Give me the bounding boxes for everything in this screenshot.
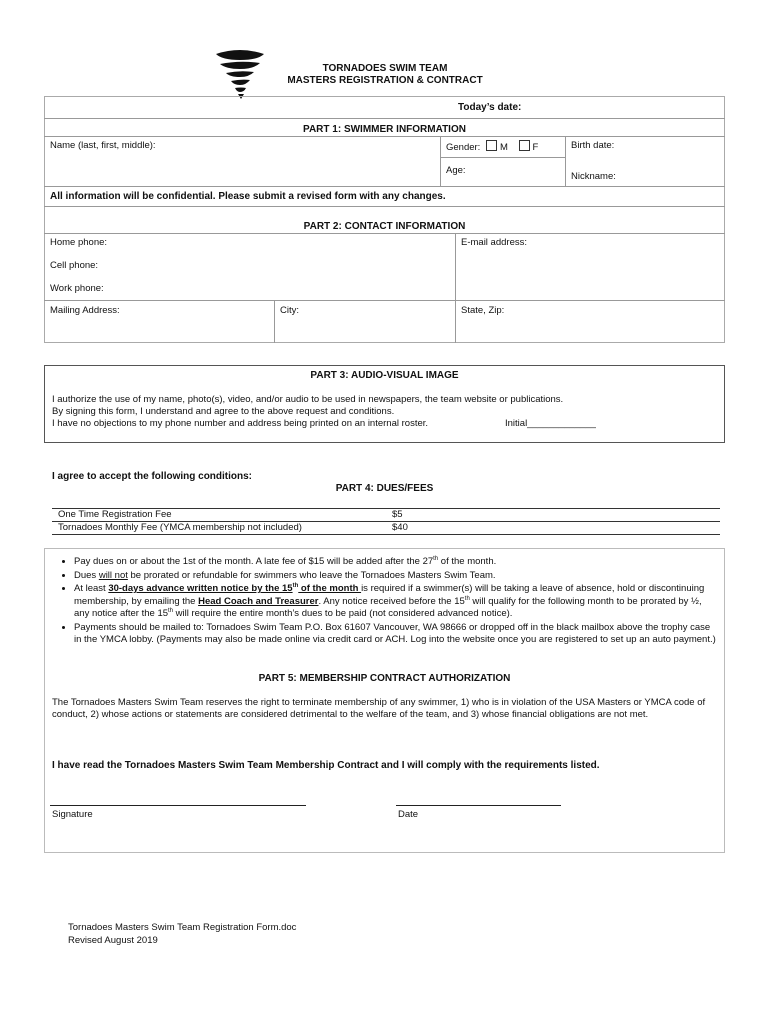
signature-field[interactable]: Signature bbox=[52, 809, 93, 820]
form-subtitle: MASTERS REGISTRATION & CONTRACT bbox=[287, 75, 483, 86]
conditions-list bbox=[44, 556, 716, 648]
date-field[interactable]: Date bbox=[398, 809, 419, 820]
age-field[interactable]: Age: bbox=[446, 165, 466, 176]
todays-date-label[interactable]: Today’s date: bbox=[458, 102, 522, 113]
footer-revised: Revised August 2019 bbox=[68, 935, 158, 946]
list-item: • Payments should be mailed to: Tornadoes Swim Team P.O. Box 61607 Vancouver, WA 98666 or dropped off in the black mailbox above the trophy case in the YMCA lobby. (Payments may also be made online via credit card or ACH. Log into the website once you are registered to set up an auto payment.) bbox=[74, 622, 716, 647]
gender-m-label: M bbox=[499, 142, 508, 153]
fee-label: One Time Registration Fee bbox=[58, 509, 172, 520]
gender-label: Gender: bbox=[446, 142, 481, 153]
form-title: TORNADOES SWIM TEAM bbox=[322, 63, 448, 74]
part5-heading: PART 5: MEMBERSHIP CONTRACT AUTHORIZATION bbox=[258, 673, 511, 684]
gender-field[interactable] bbox=[446, 140, 538, 154]
initial-field[interactable]: Initial_____________ bbox=[505, 418, 596, 429]
fee-amount: $5 bbox=[392, 509, 403, 520]
agree-line: By signing this form, I understand and agree to the above request and conditions. bbox=[52, 406, 395, 417]
tornado-icon bbox=[214, 48, 266, 100]
list-item: • Pay dues on or about the 1st of the month. A late fee of $15 will be added after the 27th of the month. bbox=[74, 556, 716, 569]
fee-label: Tornadoes Monthly Fee (YMCA membership not included) bbox=[58, 522, 302, 533]
part2-heading: PART 2: CONTACT INFORMATION bbox=[303, 221, 466, 232]
list-item: • Dues will not be prorated or refundable for swimmers who leave the Tornadoes Masters Swim Team. bbox=[74, 570, 716, 583]
roster-line: I have no objections to my phone number and address being printed on an internal roster. bbox=[52, 418, 429, 429]
contract-acknowledgement: I have read the Tornadoes Masters Swim Team Membership Contract and I will comply with the requirements listed. bbox=[52, 760, 600, 771]
gender-f-label: F bbox=[532, 142, 539, 153]
part1-heading: PART 1: SWIMMER INFORMATION bbox=[303, 124, 466, 135]
list-item: • At least 30-days advance written notice by the 15th of the month is required if a swimmer(s) will be taking a leave of absence, hold or discontinuing membership, by emailing the Head Coach and Treasurer. Any notice received before the 15th will qualify for the following month to be prorated by ½, any notice after the 15th will require the entire month’s dues to be paid (not considered advanced notice). bbox=[74, 583, 716, 621]
home-phone-field[interactable]: Home phone: bbox=[50, 237, 108, 248]
contract-body: The Tornadoes Masters Swim Team reserves the right to terminate membership of any swimmer, 1) who is in violation of the USA Masters or YMCA code of conduct, 2) whose actions or statements are considered detrimental to the welfare of the team, and 3) whose financial obligations are not met. bbox=[52, 697, 706, 720]
confidential-note: All information will be confidential. Please submit a revised form with any changes. bbox=[50, 191, 446, 202]
nickname-field[interactable]: Nickname: bbox=[571, 171, 616, 182]
agree-conditions: I agree to accept the following conditions: bbox=[52, 471, 253, 482]
state-zip-field[interactable]: State, Zip: bbox=[461, 305, 505, 316]
birthdate-field[interactable]: Birth date: bbox=[571, 140, 615, 151]
email-field[interactable]: E-mail address: bbox=[461, 237, 527, 248]
name-field[interactable]: Name (last, first, middle): bbox=[50, 140, 156, 151]
mailing-address-field[interactable]: Mailing Address: bbox=[50, 305, 120, 316]
gender-m-checkbox[interactable] bbox=[486, 140, 497, 151]
part3-heading: PART 3: AUDIO-VISUAL IMAGE bbox=[310, 370, 459, 381]
cell-phone-field[interactable]: Cell phone: bbox=[50, 260, 99, 271]
footer-filename: Tornadoes Masters Swim Team Registration Form.doc bbox=[68, 922, 297, 933]
part4-heading: PART 4: DUES/FEES bbox=[335, 483, 434, 494]
city-field[interactable]: City: bbox=[280, 305, 299, 316]
work-phone-field[interactable]: Work phone: bbox=[50, 283, 104, 294]
authorize-line: I authorize the use of my name, photo(s), video, and/or audio to be used in newspapers, the team website or publications. bbox=[52, 394, 564, 405]
fee-amount: $40 bbox=[392, 522, 408, 533]
gender-f-checkbox[interactable] bbox=[519, 140, 530, 151]
